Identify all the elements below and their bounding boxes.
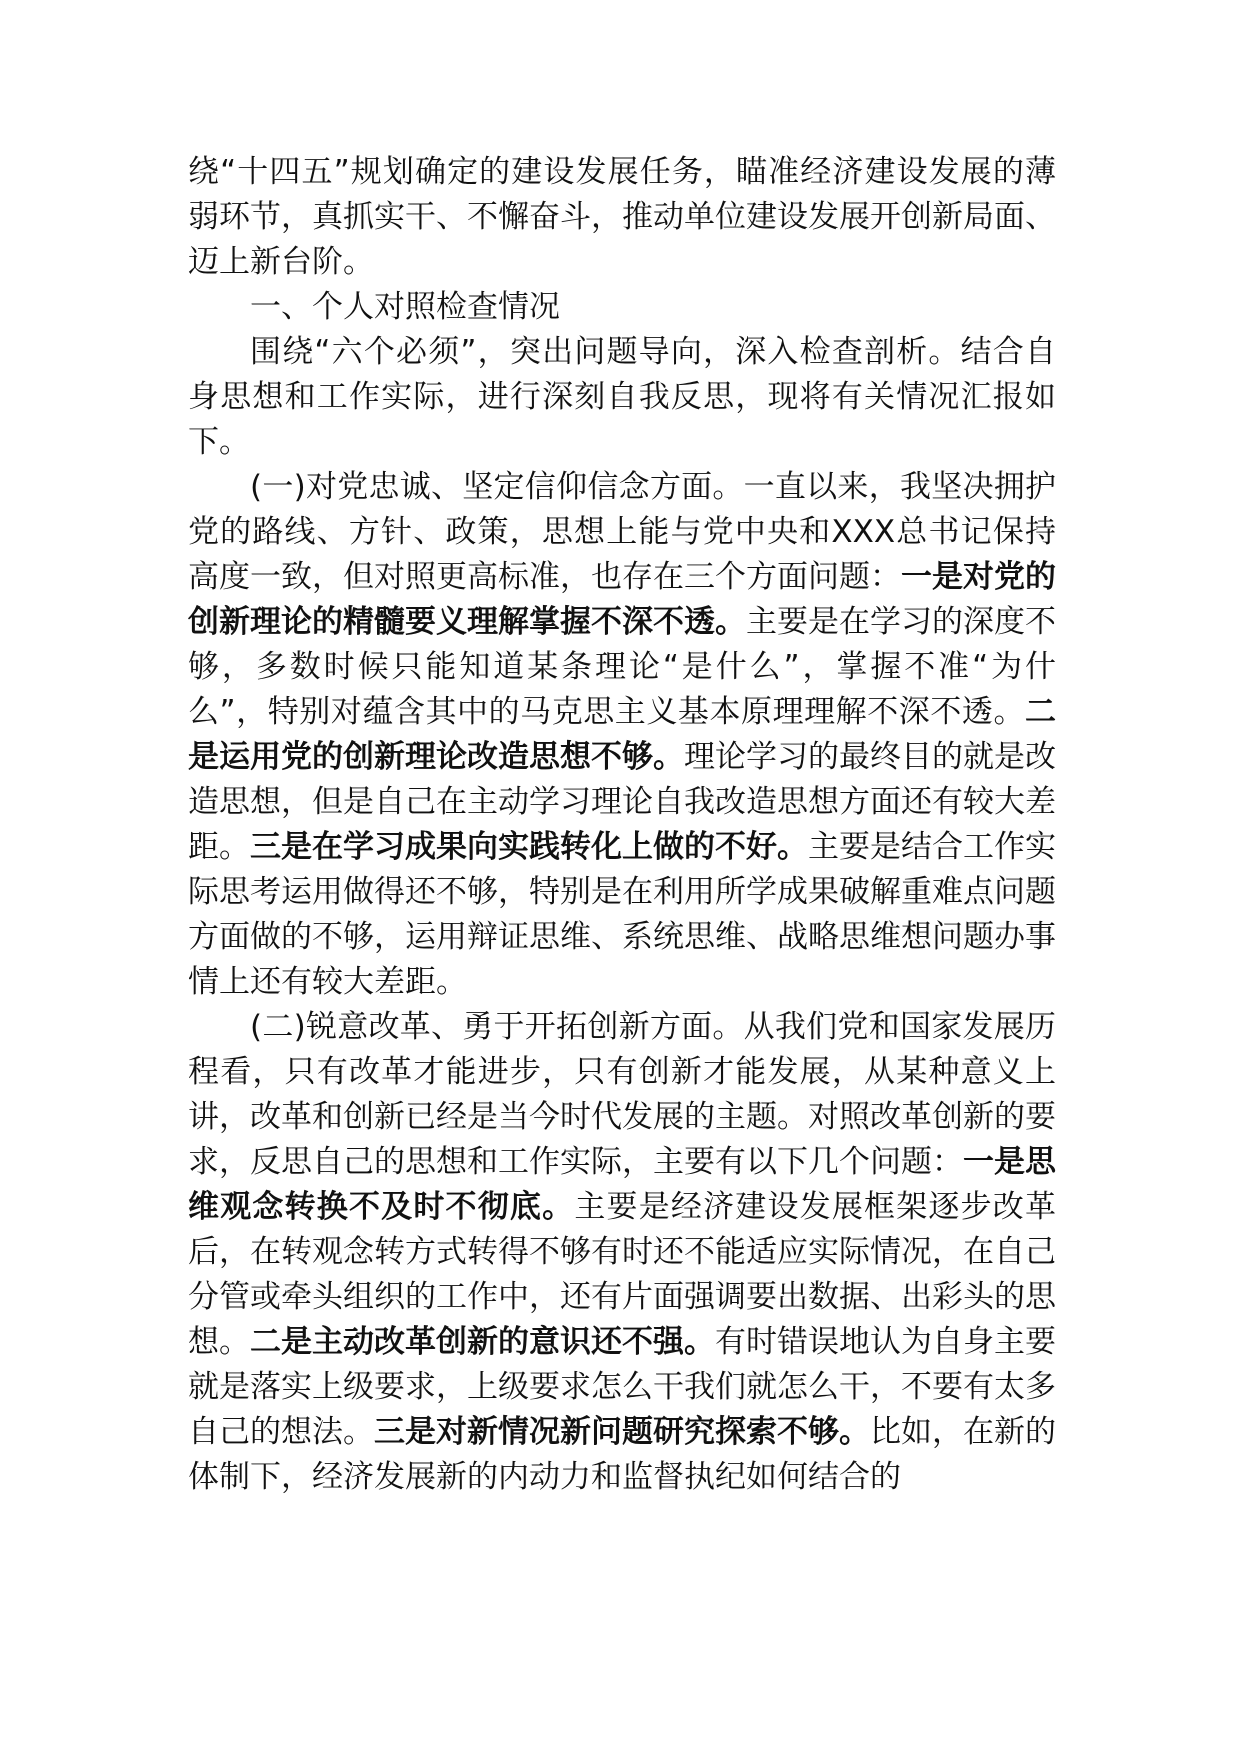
text-segment: 主要是经济建设发展框架逐步改革后，在转观念转方式转得不够有时还不能适应实际情况，在自己分管或牵头组织的工作中，还有片面强调要出数据、出彩头的思想。	[188, 1189, 1057, 1360]
paragraph	[188, 465, 1056, 1005]
text-segment: (一)对党忠诚、坚定信仰信念方面。一直以来，我坚决拥护党的路线、方针、政策，思想上能与党中央和XXX总书记保持高度一致，但对照更高标准，也存在三个方面问题：	[188, 469, 1056, 595]
paragraph	[188, 330, 1056, 465]
paragraph	[188, 285, 1056, 330]
bold-text-segment: 二是主动改革创新的意识还不强。	[250, 1324, 715, 1360]
text-segment: 围绕“六个必须”，突出问题导向，深入检查剖析。结合自身思想和工作实际，进行深刻自我反思，现将有关情况汇报如下。	[188, 334, 1056, 460]
bold-text-segment: 一是思维观念转换不及时不彻底。	[188, 1144, 1056, 1225]
bold-text-segment: 一是对党的创新理论的精髓要义理解掌握不深不透。	[188, 559, 1056, 640]
text-segment: 主要是结合工作实际思考运用做得还不够，特别是在利用所学成果破解重难点问题方面做的不够，运用辩证思维、系统思维、战略思维想问题办事情上还有较大差距。	[188, 829, 1056, 1000]
text-segment: (二)锐意改革、勇于开拓创新方面。从我们党和国家发展历程看，只有改革才能进步，只有创新才能发展，从某种意义上讲，改革和创新已经是当今时代发展的主题。对照改革创新的要求，反思自己的思想和工作实际，主要有以下几个问题：	[188, 1009, 1056, 1180]
text-segment: 比如，在新的体制下，经济发展新的内动力和监督执纪如何结合的	[188, 1414, 1056, 1495]
bold-text-segment: 三是在学习成果向实践转化上做的不好。	[250, 829, 808, 865]
paragraph	[188, 150, 1056, 285]
bold-text-segment: 二是运用党的创新理论改造思想不够。	[188, 694, 1056, 775]
paragraph	[188, 1005, 1056, 1500]
text-segment: 一、个人对照检查情况	[250, 289, 560, 325]
text-segment: 主要是在学习的深度不够，多数时候只能知道某条理论“是什么”，掌握不准“为什么”，特别对蕴含其中的马克思主义基本原理理解不深不透。	[188, 604, 1056, 730]
text-segment: 绕“十四五”规划确定的建设发展任务，瞄准经济建设发展的薄弱环节，真抓实干、不懈奋斗，推动单位建设发展开创新局面、迈上新台阶。	[188, 154, 1056, 280]
text-segment: 有时错误地认为自身主要就是落实上级要求，上级要求怎么干我们就怎么干，不要有太多自己的想法。	[188, 1324, 1056, 1450]
document-page	[188, 150, 1056, 1500]
text-segment: 理论学习的最终目的就是改造思想，但是自己在主动学习理论自我改造思想方面还有较大差距。	[188, 739, 1056, 865]
bold-text-segment: 三是对新情况新问题研究探索不够。	[374, 1414, 870, 1450]
